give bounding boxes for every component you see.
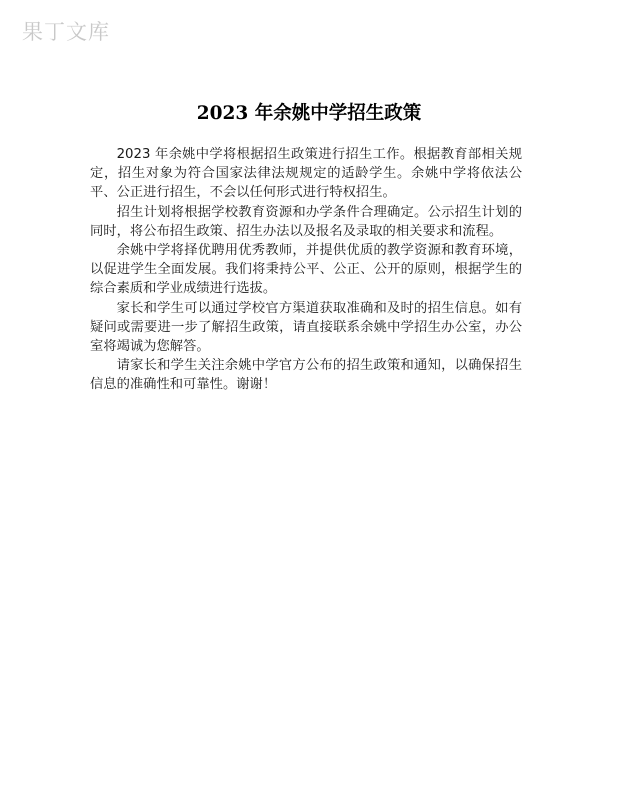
document-body	[90, 145, 522, 395]
document-title: 2023 年余姚中学招生政策	[196, 103, 422, 124]
paragraph-2: 招生计划将根据学校教育资源和办学条件合理确定。公示招生计划的同时，将公布招生政策、招生办法以及报名及录取的相关要求和流程。	[90, 204, 522, 239]
paragraph-5: 请家长和学生关注余姚中学官方公布的招生政策和通知，以确保招生信息的准确性和可靠性。谢谢！	[90, 358, 522, 393]
paragraph-1: 2023 年余姚中学将根据招生政策进行招生工作。根据教育部相关规定，招生对象为符合国家法律法规规定的适龄学生。余姚中学将依法公平、公正进行招生，不会以任何形式进行特权招生。	[90, 147, 522, 201]
paragraph-4: 家长和学生可以通过学校官方渠道获取准确和及时的招生信息。如有疑问或需要进一步了解招生政策，请直接联系余姚中学招生办公室，办公室将竭诚为您解答。	[90, 300, 522, 355]
paragraph-3: 余姚中学将择优聘用优秀教师，并提供优质的教学资源和教育环境，以促进学生全面发展。我们将秉持公平、公正、公开的原则，根据学生的综合素质和学业成绩进行选拔。	[90, 243, 522, 297]
watermark-logo: 果丁文库	[22, 20, 110, 44]
